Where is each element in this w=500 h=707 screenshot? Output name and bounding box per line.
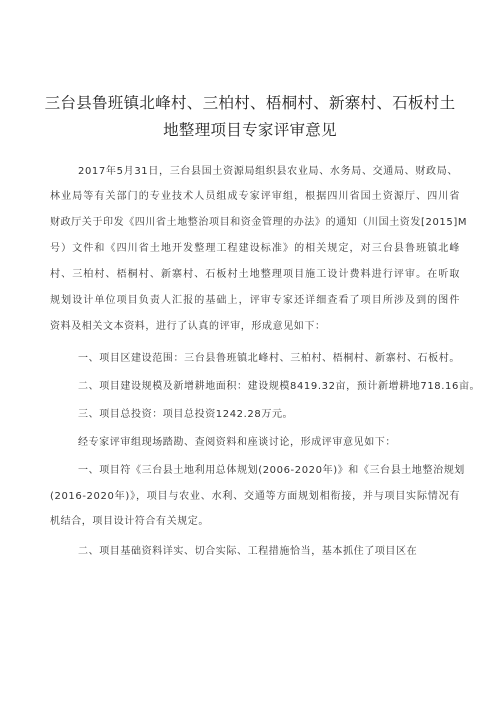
body-line-1: 2017年5月31日，三台县国土资源局组织县农业局、水务局、交通局、财政局、 [78,166,458,177]
item-total-investment: 三、项目总投资：项目总投资1242.28万元。 [78,409,294,420]
opinion-1-line-1: 一、项目符《三台县土地利用总体规划(2006-2020年)》和《三台县土地整治规划 [78,465,465,476]
body-line-4: 号）文件和《四川省土地开发整理工程建设标准》的相关规定，对三台县鲁班镇北峰 [50,243,460,254]
body-line-3: 财政厅关于印发《四川省土地整治项目和资金管理的办法》的通知（川国土资发[2015]M [50,217,468,228]
opinion-1-line-2: (2016-2020年)》，项目与农业、水利、交通等方面规划相衔接，并与项目实际情况有 [50,491,460,502]
document-title-line-2: 地整理项目专家评审意见 [163,121,337,139]
document-title-line-1: 三台县鲁班镇北峰村、三柏村、梧桐村、新寨村、石板村土 [44,94,456,112]
item-construction-scale: 二、项目建设规模及新增耕地面积：建设规模8419.32亩，预计新增耕地718.16亩。 [78,381,481,392]
body-line-2: 林业局等有关部门的专业技术人员组成专家评审组，根据四川省国土资源厅、四川省 [50,191,460,202]
opinion-1-line-3: 机结合，项目设计符合有关规定。 [50,516,209,527]
body-line-5: 村、三柏村、梧桐村、新寨村、石板村土地整理项目施工设计费料进行评审。在听取 [50,269,460,280]
body-line-7: 资料及相关文本资料，进行了认真的评审，形成意见如下： [50,321,326,332]
item-construction-scope: 一、项目区建设范围：三台县鲁班镇北峰村、三柏村、梧桐村、新寨村、石板村。 [78,353,460,364]
body-line-6: 规划设计单位项目负责人汇报的基础上，评审专家还详细查看了项目所涉及到的图件 [50,295,460,306]
opinion-2-line-1: 二、项目基础资料详实、切合实际、工程措施恰当，基本抓住了项目区在 [78,546,418,557]
review-intro: 经专家评审组现场踏勘、查阅资料和座谈讨论，形成评审意见如下： [78,437,396,448]
